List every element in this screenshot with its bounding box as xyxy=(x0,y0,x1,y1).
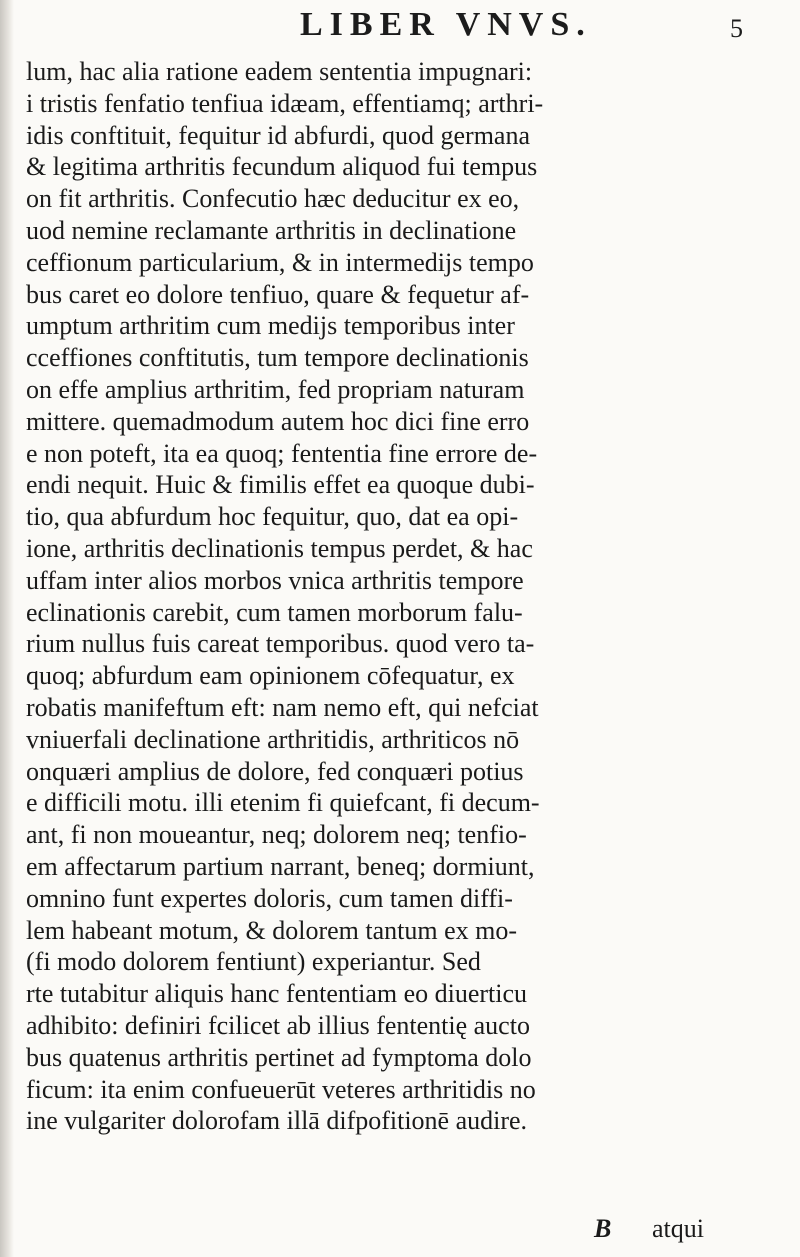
page-number: 5 xyxy=(730,14,743,43)
catchword: atqui xyxy=(652,1214,704,1243)
signature-mark: B xyxy=(594,1214,612,1243)
text-line: ficum: ita enim confueuerūt veteres arthritidis no xyxy=(26,1074,536,1104)
text-line: ant, fi non moueantur, neq; dolorem neq; tenfio- xyxy=(26,820,527,850)
text-line: & legitima arthritis fecundum aliquod fui tempus xyxy=(26,152,538,182)
text-line: ine vulgariter dolorofam illā difpofitionē audire. xyxy=(26,1106,528,1136)
page-header xyxy=(0,6,800,46)
text-line: onquæri amplius de dolore, fed conquæri potius xyxy=(26,756,524,786)
text-line: e difficili motu. illi etenim fi quiefcant, fi decum- xyxy=(26,788,540,818)
text-line: i tristis fenfatio tenfiua idæam, effentiamq; arthri- xyxy=(26,88,544,118)
text-line: ione, arthritis declinationis tempus perdet, & hac xyxy=(26,533,533,563)
text-line: lem habeant motum, & dolorem tantum ex mo- xyxy=(26,915,518,945)
text-line: ceffionum particularium, & in intermedijs tempo xyxy=(26,247,534,277)
text-line: rium nullus fuis careat temporibus. quod vero ta- xyxy=(26,629,535,659)
text-line: robatis manifeftum eft: nam nemo eft, qui nefciat xyxy=(26,692,539,722)
text-line: uod nemine reclamante arthritis in declinatione xyxy=(26,215,517,245)
text-line: adhibito: definiri fcilicet ab illius fententię aucto xyxy=(26,1010,530,1040)
text-line: on fit arthritis. Confecutio hæc deducitur ex eo, xyxy=(26,184,520,214)
body-text xyxy=(26,56,786,1137)
text-line: lum, hac alia ratione eadem sententia impugnari: xyxy=(26,57,533,86)
text-line: endi nequit. Huic & fimilis effet ea quoque dubi- xyxy=(26,470,535,500)
binding-gutter xyxy=(0,0,14,1257)
text-line: idis conftituit, fequitur id abfurdi, quod germana xyxy=(26,120,530,150)
text-line: e non poteft, ita ea quoq; fententia fine errore de- xyxy=(26,438,538,468)
text-line: umptum arthritim cum medijs temporibus inter xyxy=(26,311,515,341)
running-head: LIBER VNVS. xyxy=(300,6,592,43)
text-line: uffam inter alios morbos vnica arthritis tempore xyxy=(26,565,524,595)
text-line: rte tutabitur aliquis hanc fententiam eo diuerticu xyxy=(26,979,528,1009)
text-line: mittere. quemadmodum autem hoc dici fine erro xyxy=(26,406,530,436)
text-line: vniuerfali declinatione arthritidis, arthriticos nō xyxy=(26,724,520,754)
text-line: eclinationis carebit, cum tamen morborum falu- xyxy=(26,597,523,627)
text-line: bus caret eo dolore tenfiuo, quare & fequetur af- xyxy=(26,279,530,309)
text-line: bus quatenus arthritis pertinet ad fymptoma dolo xyxy=(26,1042,532,1072)
text-line: omnino funt expertes doloris, cum tamen diffi- xyxy=(26,883,513,913)
text-line: quoq; abfurdum eam opinionem cōfequatur, ex xyxy=(26,661,515,691)
text-line: tio, qua abfurdum hoc fequitur, quo, dat ea opi- xyxy=(26,502,519,532)
text-line: (fi modo dolorem fentiunt) experiantur. Sed xyxy=(26,947,481,977)
text-line: cceffiones conftitutis, tum tempore declinationis xyxy=(26,343,529,373)
text-line: em affectarum partium narrant, beneq; dormiunt, xyxy=(26,851,535,881)
page-footer xyxy=(0,1214,800,1248)
text-line: on effe amplius arthritim, fed propriam naturam xyxy=(26,374,525,404)
